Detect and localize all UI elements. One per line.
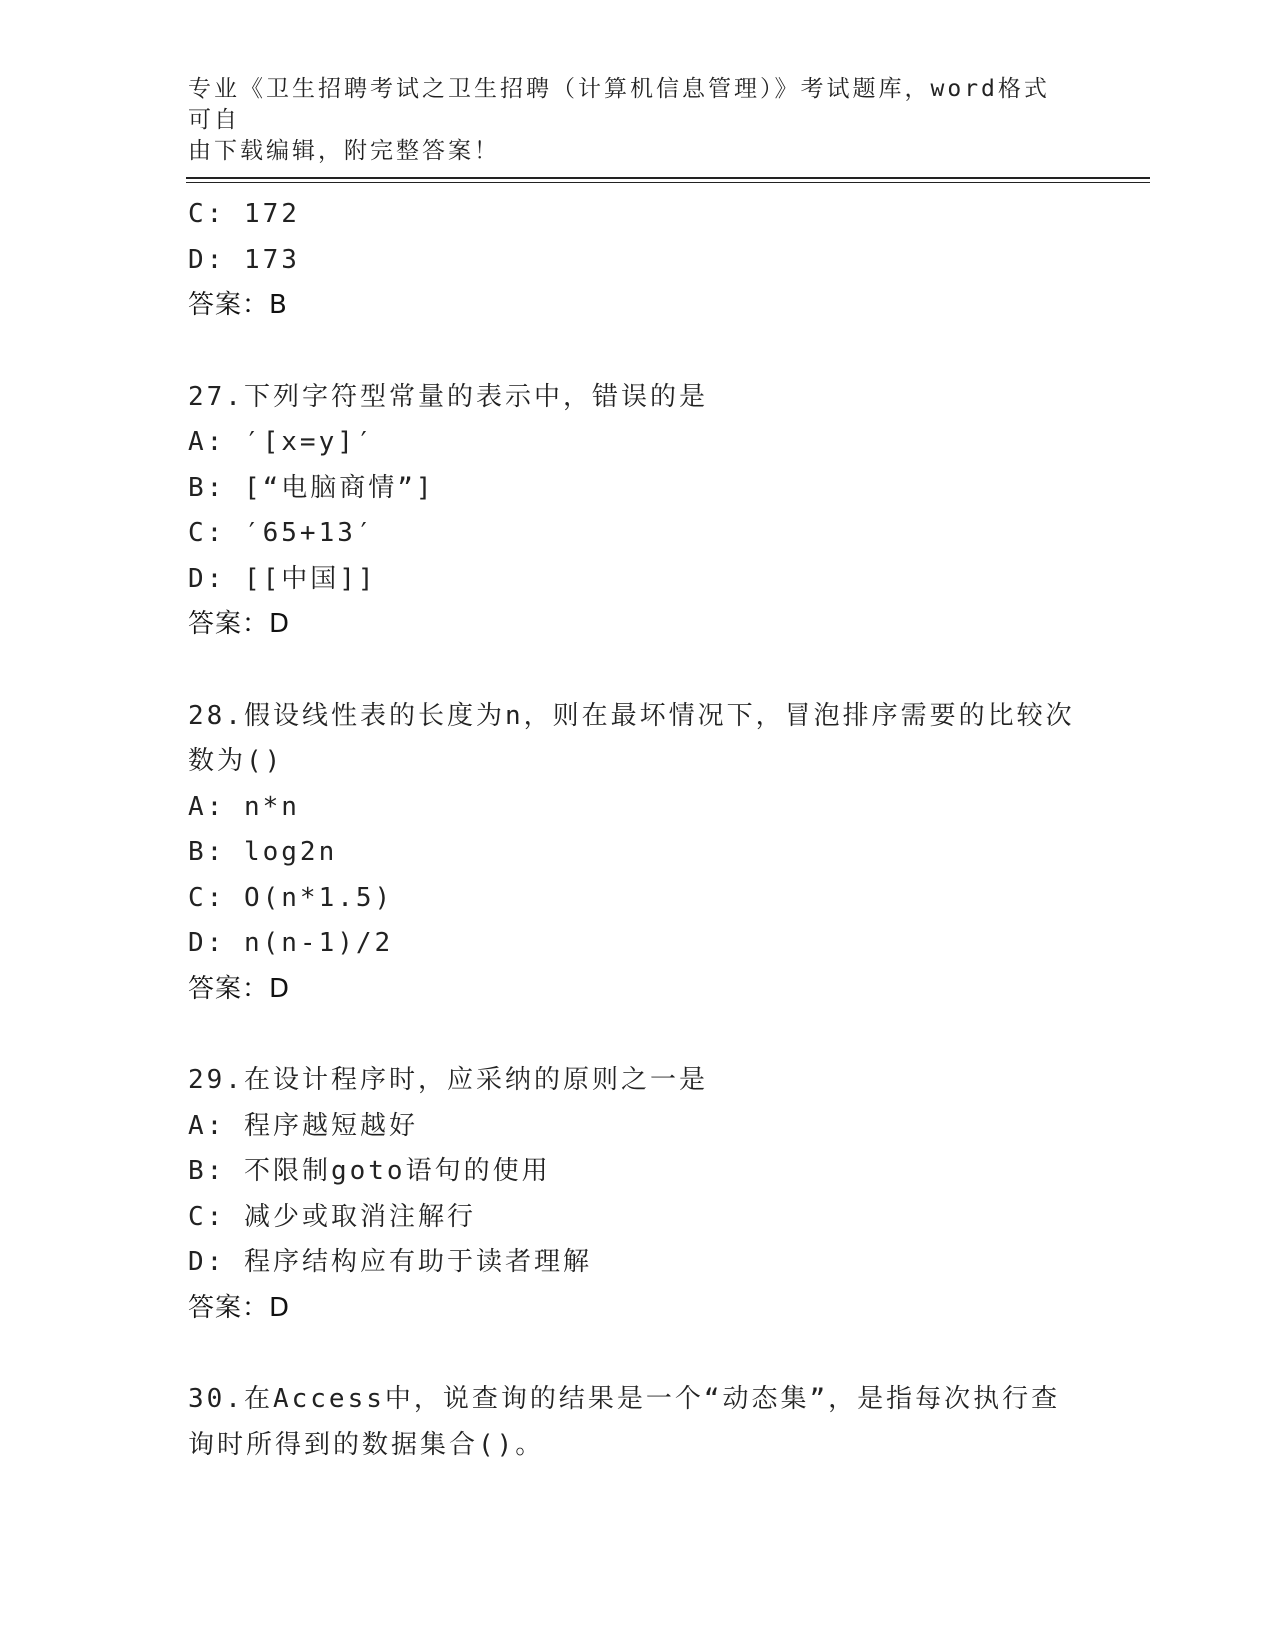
answer-label: 答案：D bbox=[188, 609, 291, 639]
question-stem-line-2: 询时所得到的数据集合()。 bbox=[188, 1429, 545, 1460]
option-d: D: n(n-1)/2 bbox=[188, 928, 394, 958]
option-b: B: 不限制goto语句的使用 bbox=[188, 1156, 551, 1186]
option-d: D: 程序结构应有助于读者理解 bbox=[188, 1247, 592, 1277]
question-list bbox=[188, 192, 1088, 1468]
spacer bbox=[188, 329, 1088, 375]
spacer bbox=[188, 1012, 1088, 1058]
option-a: A: 程序越短越好 bbox=[188, 1110, 418, 1141]
header-divider-thin bbox=[186, 182, 1150, 183]
option-b: B: log2n bbox=[188, 837, 338, 867]
option-a: A: n*n bbox=[188, 791, 300, 822]
question-stem-line-2: 数为() bbox=[188, 746, 284, 776]
question-27 bbox=[188, 375, 1088, 648]
option-d: D: 173 bbox=[188, 244, 300, 275]
option-c: C: 减少或取消注解行 bbox=[188, 1201, 476, 1232]
question-stem: 29.在设计程序时，应采纳的原则之一是 bbox=[188, 1065, 708, 1095]
question-stem-line-1: 28.假设线性表的长度为n，则在最坏情况下，冒泡排序需要的比较次 bbox=[188, 700, 1075, 731]
header-divider-thick bbox=[186, 177, 1150, 179]
answer-label: 答案：D bbox=[188, 1292, 291, 1323]
document-header bbox=[188, 74, 1068, 167]
option-b: B: [“电脑商情”] bbox=[188, 472, 435, 503]
previous-question-tail bbox=[188, 192, 1088, 329]
question-30 bbox=[188, 1377, 1088, 1468]
spacer bbox=[188, 648, 1088, 694]
option-d: D: [[中国]] bbox=[188, 563, 377, 594]
option-c: C: ′65+13′ bbox=[188, 518, 375, 548]
header-line-1: 专业《卫生招聘考试之卫生招聘（计算机信息管理）》考试题库，word格式可自 bbox=[188, 76, 1050, 133]
header-line-2: 由下载编辑，附完整答案！ bbox=[188, 138, 500, 164]
question-stem: 27.下列字符型常量的表示中，错误的是 bbox=[188, 381, 708, 412]
question-29 bbox=[188, 1058, 1088, 1331]
option-a: A: ′[x=y]′ bbox=[188, 427, 375, 457]
option-c: C: O(n*1.5) bbox=[188, 882, 394, 913]
question-28 bbox=[188, 694, 1088, 1013]
option-c: C: 172 bbox=[188, 199, 300, 229]
answer-label: 答案：D bbox=[188, 973, 291, 1004]
question-stem-line-1: 30.在Access中，说查询的结果是一个“动态集”，是指每次执行查 bbox=[188, 1384, 1061, 1414]
spacer bbox=[188, 1331, 1088, 1377]
answer-label: 答案：B bbox=[188, 290, 288, 320]
